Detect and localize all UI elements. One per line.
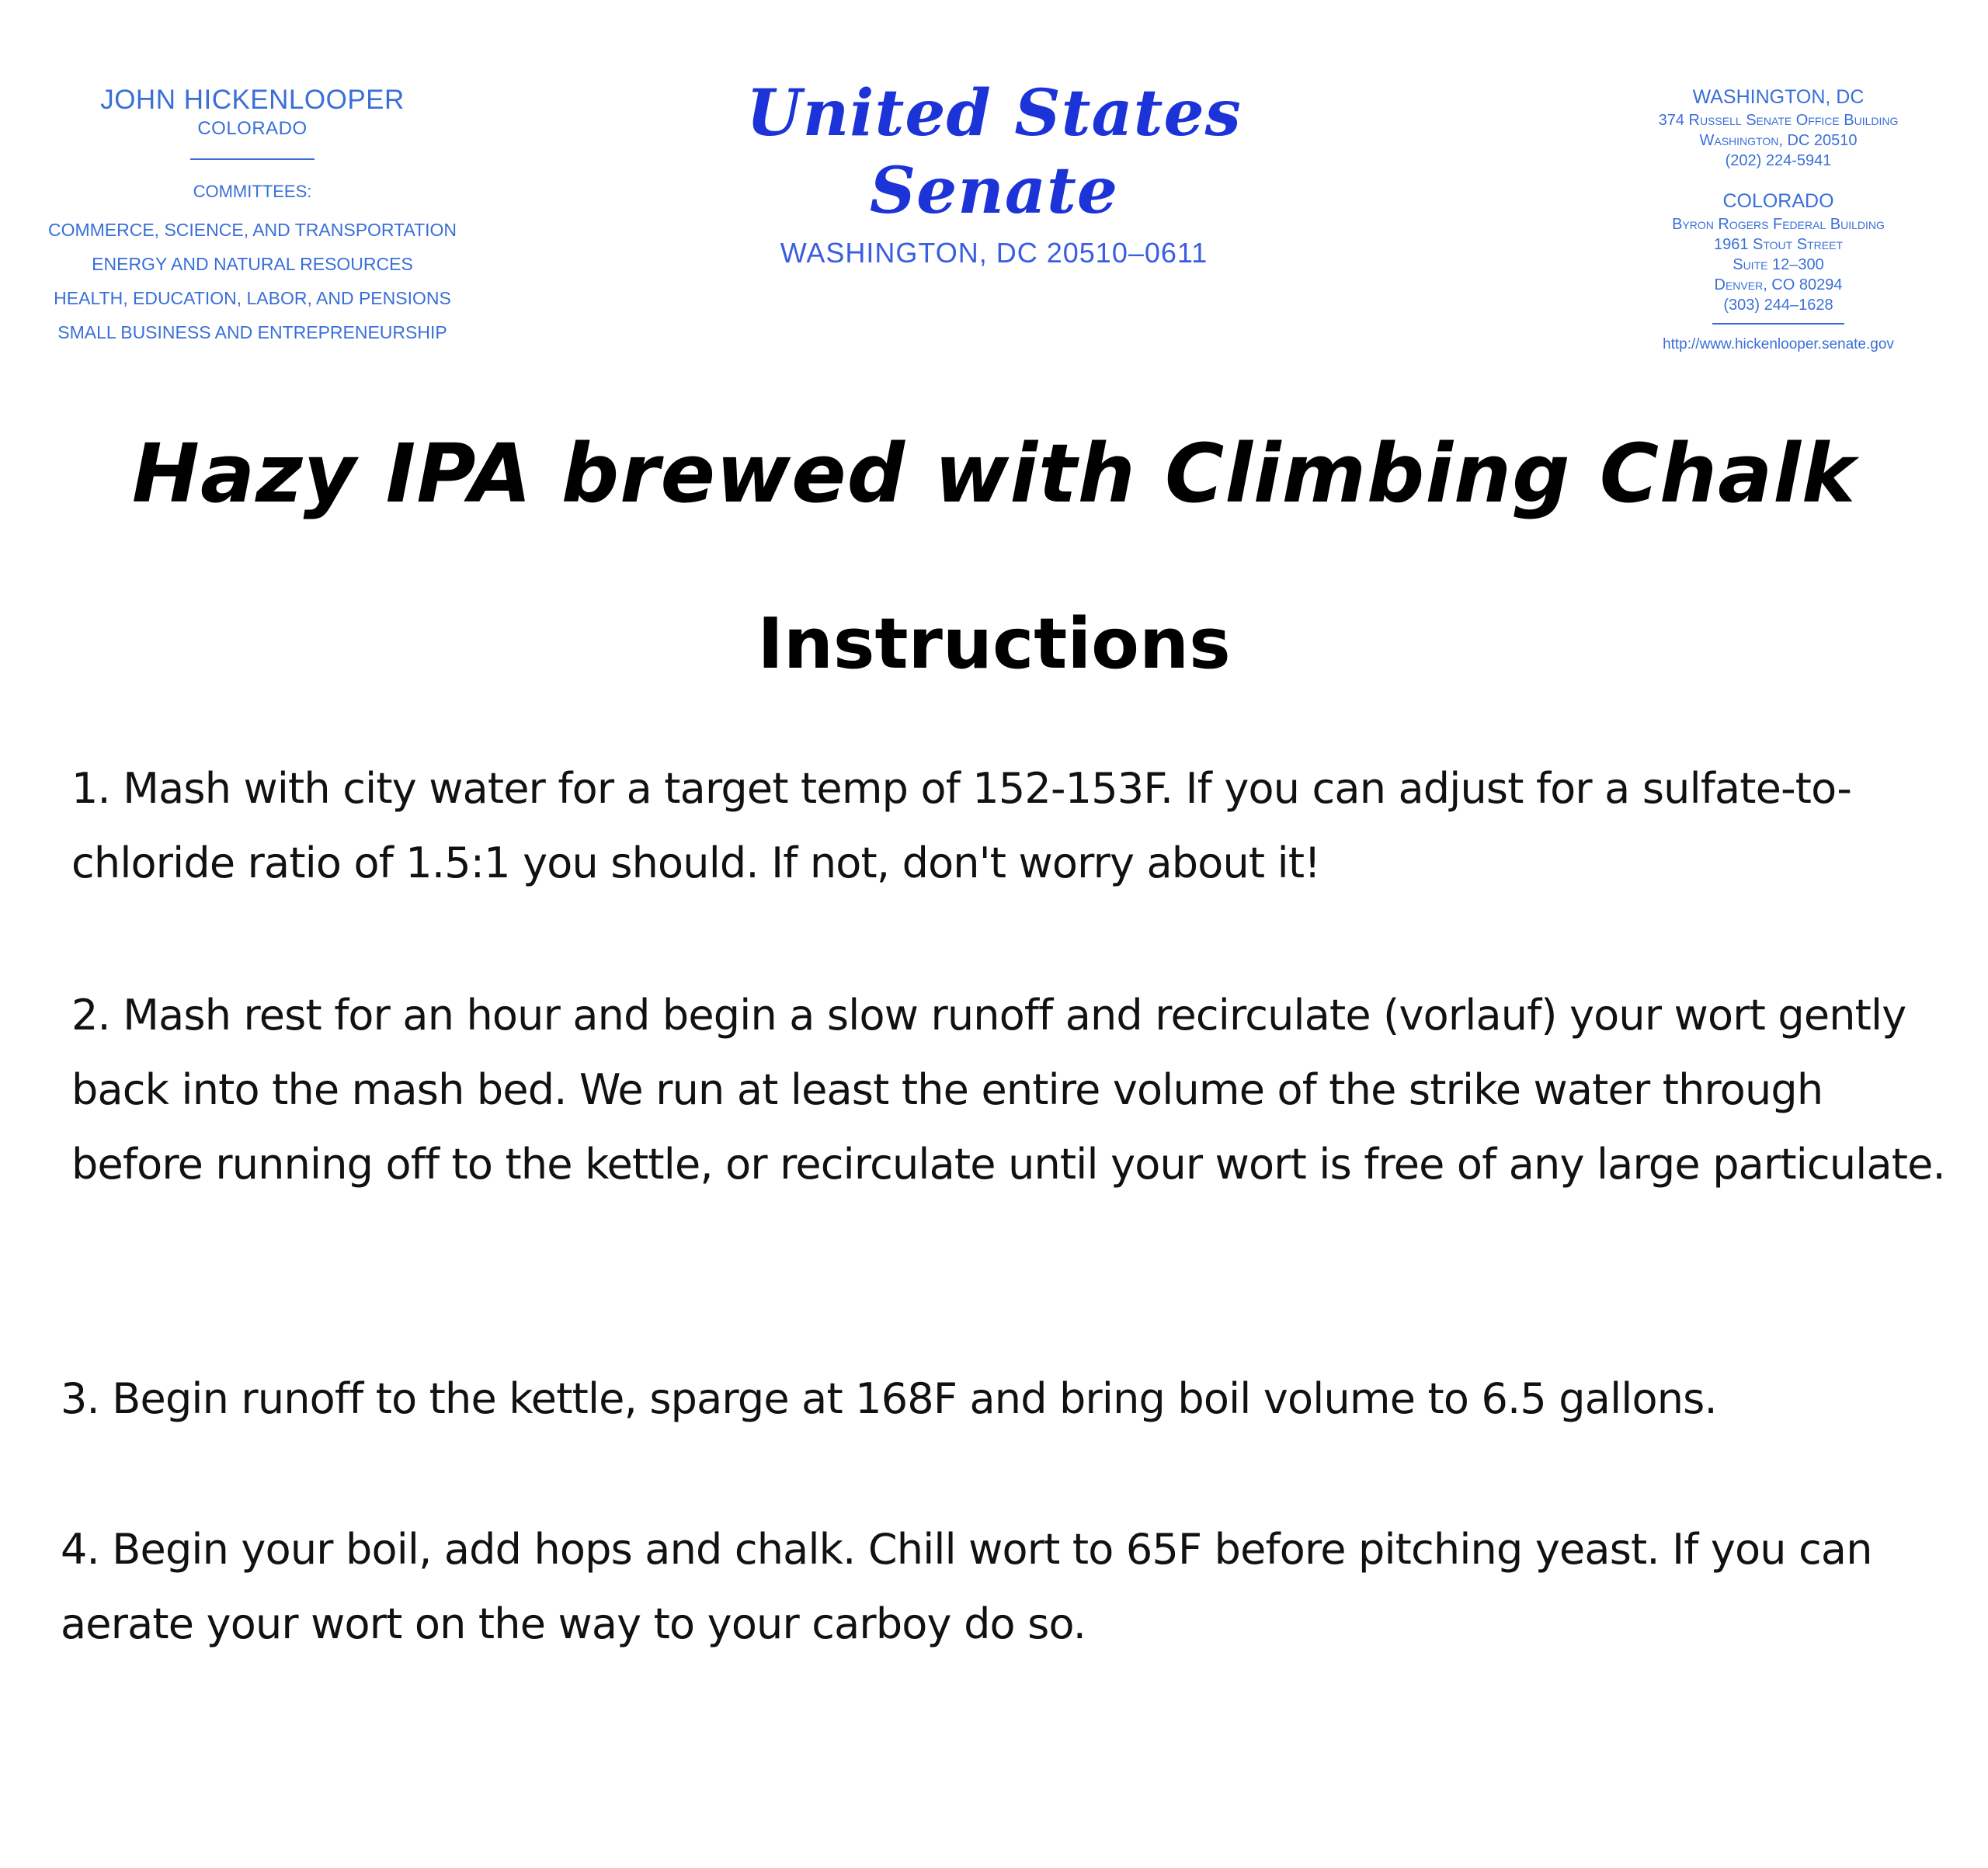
committee-item: ENERGY AND NATURAL RESOURCES xyxy=(92,254,413,274)
divider xyxy=(1712,323,1844,325)
website-url[interactable]: http://www.hickenlooper.senate.gov xyxy=(1663,336,1894,352)
recipe-title: Hazy IPA brewed with Climbing Chalk xyxy=(131,426,1857,521)
co-office-line: Suite 12–300 xyxy=(1733,256,1824,273)
dc-office-line: Washington, DC 20510 xyxy=(1699,132,1858,149)
instruction-step-1: 1. Mash with city water for a target temp of 152-153F. If you can adjust for a sulfate-to-chloride ratio of 1.5:1 you should. If not, don't worry about it! xyxy=(71,764,1852,887)
senate-title: United States Senate xyxy=(746,76,1242,228)
senator-info-block xyxy=(47,84,458,349)
committee-item: SMALL BUSINESS AND ENTREPRENEURSHIP xyxy=(57,322,447,342)
dc-office-phone: (202) 224-5941 xyxy=(1725,152,1832,169)
co-office-line: Byron Rogers Federal Building xyxy=(1672,216,1885,233)
senator-state: COLORADO xyxy=(197,118,308,139)
committee-item: HEALTH, EDUCATION, LABOR, AND PENSIONS xyxy=(54,288,451,308)
senator-name: JOHN HICKENLOOPER xyxy=(100,85,405,115)
instruction-step-3: 3. Begin runoff to the kettle, sparge at 168F and bring boil volume to 6.5 gallons. xyxy=(61,1374,1717,1423)
committees-label: COMMITTEES: xyxy=(193,182,312,201)
co-office-line: Denver, CO 80294 xyxy=(1714,276,1843,293)
co-office-heading: COLORADO xyxy=(1722,190,1834,212)
instructions-heading: Instructions xyxy=(757,603,1231,685)
committee-item: COMMERCE, SCIENCE, AND TRANSPORTATION xyxy=(47,220,457,240)
office-info-block xyxy=(1615,84,1941,356)
senate-address: WASHINGTON, DC 20510–0611 xyxy=(780,237,1208,269)
co-office-line: 1961 Stout Street xyxy=(1713,236,1844,253)
dc-office-line: 374 Russell Senate Office Building xyxy=(1658,112,1899,129)
instruction-step-4: 4. Begin your boil, add hops and chalk. Chill wort to 65F before pitching yeast. If you can aerate your wort on the way to your carboy do so. xyxy=(61,1525,1872,1648)
senate-masthead xyxy=(683,75,1305,272)
divider xyxy=(190,158,315,160)
co-office-phone: (303) 244–1628 xyxy=(1723,297,1833,314)
dc-office-heading: WASHINGTON, DC xyxy=(1692,86,1865,108)
instruction-step-2: 2. Mash rest for an hour and begin a slow runoff and recirculate (vorlauf) your wort gently back into the mash bed. We run at least the entire volume of the strike water through before running off to the kettle, or recirculate until your wort is free of any large particulate. xyxy=(71,991,1945,1189)
